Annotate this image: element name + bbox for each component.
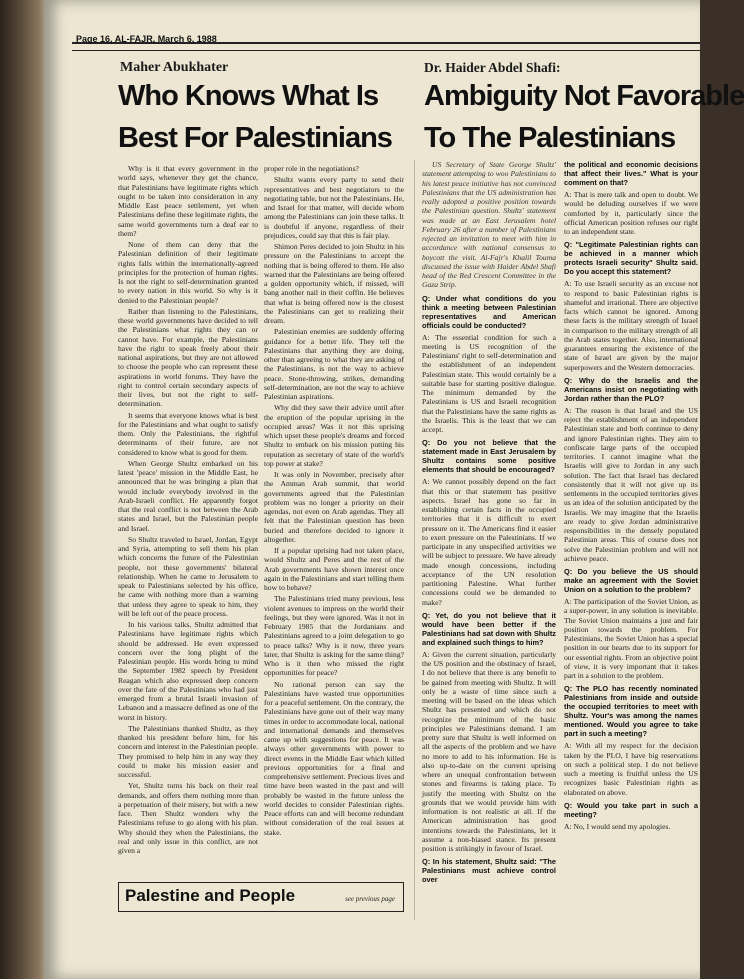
paragraph: Shimon Peres decided to join Shultz in his pressure on the Palestinians to accept the nothing that is being offered to them. He also warned that the Palestinians are being offered a golden opportunity which, if missed, will bang another nail in their coffin. He believes that what is being offered now is the closest the Palestinians can get to realizing their dream. xyxy=(264,242,404,325)
paragraph: Yet, Shultz turns his back on their real demands, and offers them nothing more than a perpetuation of their misery, but with a new face. Then Shultz wonders why the Palestinians refuse to go along with his plan. Why should they when the Palestinians, the real and only issue in this conflict, are not given a xyxy=(118,781,258,855)
paragraph: The Palestinians tried many previous, less violent avenues to impress on the world their feelings, but they were ignored. Was it not in February 1985 that the Jordanians and Palestinians agreed to a joint delegation to go to peace talks? Why is it now, three years later, that Shultz is asking for the same thing? Who is it then who missed the right opportunities for peace? xyxy=(264,594,404,678)
paragraph: Palestinian enemies are suddenly offering guidance for a better life. They tell the Palestinians that anything they are doing, other than agreeing to what they are asking of the Palestinians, is not the way to achieve peace. Stone-throwing, strikes, demanding self-determination, are not the way to achieve Palestinian aspirations. xyxy=(264,327,404,401)
interview-answer: A: The essential condition for such a meeting is US recognition of the Palestinians' right to self-determination and the establishment of an independent Palestinian state. This would certainly be a suitable base for starting positive dialogue. The minimum demanded by the Palestinians is US and Israeli recognition that the Palestinians have the same rights as the Israelis. This is the least that we can accept. xyxy=(422,332,556,434)
interview-answer: A: To use Israeli security as an excuse not to respond to basic Palestinian rights is shameful and irrational. There are objective facts which cannot be ignored. Among these facts is the military strength of Israel in comparison to the military strength of all the Arab states together. Also, international guarantees ensuring the existence of the state of Israel are given by the major superpowers and the Western democracies. xyxy=(564,279,698,372)
interview-question: Q: Would you take part in such a meeting? xyxy=(564,800,698,819)
paragraph: Why is it that every government in the world says, whenever they get the chance, that Palestinians have legitimate rights which ought to be taken into consideration in any Middle East peace settlement, yet when Palestinians define these legitimate rights, the same world governments turn a deaf ear to them? xyxy=(118,164,258,238)
interview-question: the political and economic decisions that affect their lives." What is your comment on that? xyxy=(564,160,698,187)
interview-answer: A: The participation of the Soviet Union, as a super-power, in any solution is inevitable. The Soviet Union maintains a just and fair position towards the problem. For Palestinians, the Soviet Union has a special position in our hearts due to its support for our essential rights. From an objective point of view, it is very important that it takes part in a solution to the problem. xyxy=(564,597,698,680)
interview-question: Q: Yet, do you not believe that it would have been better if the Palestinians had sat down with Shultz and explained such things to him? xyxy=(422,610,556,647)
right-article-column-1 xyxy=(422,160,556,920)
cross-reference-box xyxy=(118,882,404,912)
box-note: see previous page xyxy=(345,895,395,903)
left-byline: Maher Abukhater xyxy=(120,60,229,75)
interview-question: Q: The PLO has recently nominated Palestinians from inside and outside the occupied territories to meet with Shultz. Your's was among the names mentioned. Would you agree to take part in such a meeting? xyxy=(564,684,698,739)
interview-answer: A: No, I would send my apologies. xyxy=(564,821,671,831)
paragraph: It was only in November, precisely after the Amman Arab summit, that world governments agreed that the Palestinian problem was no longer a priority on their agendas, not even on Arab agendas. They all felt that the Palestinian question has been buried and therefore decided to ignore it altogether. xyxy=(264,470,404,544)
interview-answer: A: We cannot possibly depend on the fact that this or that statement has positive aspects. Israel has gone so far in establishing certain facts in the occupied territories that it is difficult to exert pressure on it. The Americans find it easier to exert pressure on the Palestinians. If we participate in any unspecified activities we will be subject to pressure. We have already made enough concessions, including acceptance of the UN resolution partitioning Palestine. What further concessions could we be demanded to make? xyxy=(422,477,556,607)
header-rule-thin xyxy=(72,50,700,51)
interview-answer: A: With all my respect for the decision taken by the PLO, I have big reservations on such a political step. I do not believe such a meeting is fruitful unless the US recognizes basic Palestinian rights as elaborated on above. xyxy=(564,741,698,797)
running-head: Page 16, AL-FAJR, March 6, 1988 xyxy=(76,34,217,44)
paragraph: The Palestinians thanked Shultz, as they thanked his president before him, for his concern and interest in the Palestinian people. They promised to help him in any way they could to make his mission easier and successful. xyxy=(118,723,258,779)
interview-question: Q: "Legitimate Palestinian rights can be achieved in a manner which protects Israeli security" Shultz said. Do you accept this statement? xyxy=(564,240,698,277)
left-headline-line1: Who Knows What Is xyxy=(118,80,379,112)
right-article-column-2 xyxy=(564,160,698,920)
paragraph: Why did they save their advice until after the eruption of the popular uprising in the occupied areas? Was it not this uprising which upset these people's dreams and forced Shultz to embark on his mission putting his reputation as secretary of state of the world's top power at stake? xyxy=(264,403,404,468)
box-title: Palestine and People xyxy=(125,886,296,905)
paragraph: Rather than listening to the Palestinians, these world governments have decided to tell the Palestinians what rights they can or cannot have. For example, the Palestinians have the right to speak freely about their national aspirations, but they are not allowed to choose the people who can represent these aspirations in world forums. They have the right to control certain secondary aspects of their lives, but not the right to self-determination. xyxy=(118,306,258,409)
paragraph: In his various talks, Shultz admitted that Palestinians have legitimate rights which should be addressed. He even expressed concern over the long plight of the Palestinian people. His words bring to mind the September 1982 speech by President Reagan which also expressed deep concern over the fate of the Palestinians who had just emerged from a brutal Israeli invasion of Lebanon and a massacre defined as one of the worst in history. xyxy=(118,620,258,722)
interview-answer: A: Given the current situation, particularly the US position and the obstinacy of Israel, I do not believe that there is any benefit to be gained from meeting with Shultz. It will only be a waste of time since such a meeting will be based on the ideas which Shultz has presented and which do not recognize the minimum of the basic principles we Palestinians demand. I am pretty sure that Shultz is well informed on all the aspects of the problem and we have no more to add to his information. He is also up-to-date on the current uprising where an unequal confrontation between stones and firearms is taking place. To justify the meeting with Shultz on the grounds that we would provide him with information is not realistic at all. If the American administration has good intentions towards the Palestinians, let it assume a non-biased stance. Its present position is strikingly in favour of Israel. xyxy=(422,649,556,853)
left-article-column-2 xyxy=(264,164,404,876)
interview-question: Q: Under what conditions do you think a meeting between Palestinian representatives and American officials could be conducted? xyxy=(422,293,556,330)
right-headline-line1: Ambiguity Not Favorable xyxy=(424,80,744,112)
left-headline-line2: Best For Palestinians xyxy=(118,122,392,154)
article-intro: US Secretary of State George Shultz' statement attempting to woo Palestinians to his latest peace initiative has not convinced Palestinians that the US administration has really adopted a positive position towards the Palestinian question. Shultz' statement was made at an East Jerusalem hotel February 26 after a number of Palestinians rejected an invitation to meet with him in accordance with national consensus to boycott the visit. Al-Fajr's Khalil Touma discussed the issue with Haider Abdel Shafi head of the Red Crescent Committee in the Gaza Strip. xyxy=(422,160,556,290)
interview-question: Q: Why do the Israelis and the Americans insist on negotiating with Jordan rather than the PLO? xyxy=(564,375,698,403)
interview-question: Q: In his statement, Shultz said: "The Palestinians must achieve control over xyxy=(422,857,556,885)
left-article-column-1 xyxy=(118,164,258,876)
paragraph: proper role in the negotiations? xyxy=(264,164,359,173)
paragraph: When George Shultz embarked on his latest 'peace' mission in the Middle East, he announced that he was bringing a plan that would include everybody involved in the Arab-Israeli conflict. He apparently forgot that the real conflict is not between the Arab states and Israel, but the Palestinian people and Israel. xyxy=(118,458,258,533)
interview-answer: A: That is mere talk and open to doubt. We would be deluding ourselves if we were comforted by it, particularly since the official American position refuses our right to an independent state. xyxy=(564,190,698,236)
paragraph: No rational person can say the Palestinians have wasted true opportunities for a peaceful settlement. On the contrary, the Palestinians have gone out of their way many times in order to accommodate local, national and international demands and themselves came up with suggestions for peace. It was always other governments with power to direct events in the Middle East which killed previous opportunities for a final and comprehensive settlement. Precious lives and time have been wasted in the past and will probably be wasted in the future unless the world decides to consider Palestinian rights. Peace efforts can and will become redundant without consideration of the real issues at stake. xyxy=(264,679,404,837)
paragraph: If a popular uprising had not taken place, would Shultz and Peres and the rest of the Arab governments have shown interest once again in the Palestinians and start telling them how to behave? xyxy=(264,546,404,592)
paragraph: So Shultz traveled to Israel, Jordan, Egypt and Syria, attempting to sell them his plan which concerns the future of the Palestinian people, not these governments' bilateral relationship. When he came to Jerusalem to speak to Palestinians selected by his office, he came with nothing more than a warning that unless they agree to speak to him, they will be left out of the peace process. xyxy=(118,534,258,618)
interview-question: Q: Do you believe the US should make an agreement with the Soviet Union on a solution to the problem? xyxy=(564,567,698,594)
interview-answer: A: The reason is that Israel and the US reject the establishment of an independent Palestinian state and both continue to deny and ignore Palestinian rights. They aim to confiscate large parts of the occupied territories. I cannot imagine what the Israelis will give to Jordan in any such solution. The fact that Israel has declared consistently that it will not give up its settlements in the occupied territories gives us an idea of the solution anticipated by the Israelis. We may imagine that the Israelis are ready to give Jordan administrative responsibilities in the densely populated Palestinian areas. This of course does not solve the Palestinian problem and will not achieve peace. xyxy=(564,405,698,563)
article-divider xyxy=(414,160,415,920)
right-byline: Dr. Haider Abdel Shafi: xyxy=(424,60,561,75)
interview-question: Q: Do you not believe that the statement made in East Jerusalem by Shultz contains some positive elements that should be encouraged? xyxy=(422,438,556,475)
paragraph: It seems that everyone knows what is best for the Palestinians and what ought to satisfy them. Only the Palestinians, the rightful determinants of their future, are not considered to know what is good for them. xyxy=(118,410,258,457)
paragraph: None of them can deny that the Palestinian definition of their legitimate rights falls within the internationally-agreed principles for the protection of human rights. Is not the right to self-determination granted to every nation in this world. So why is it denied to the Palestinian people? xyxy=(118,240,258,305)
paragraph: Shultz wants every party to send their representatives and best negotiators to the negotiating table, but not the Palestinians. He, and Israel for that matter, will decide whom among the Palestinians can join these talks. It is doubtful if anyone, regardless of their prejudices, could say that this is fair play. xyxy=(264,175,404,240)
right-headline-line2: To The Palestinians xyxy=(424,122,676,154)
